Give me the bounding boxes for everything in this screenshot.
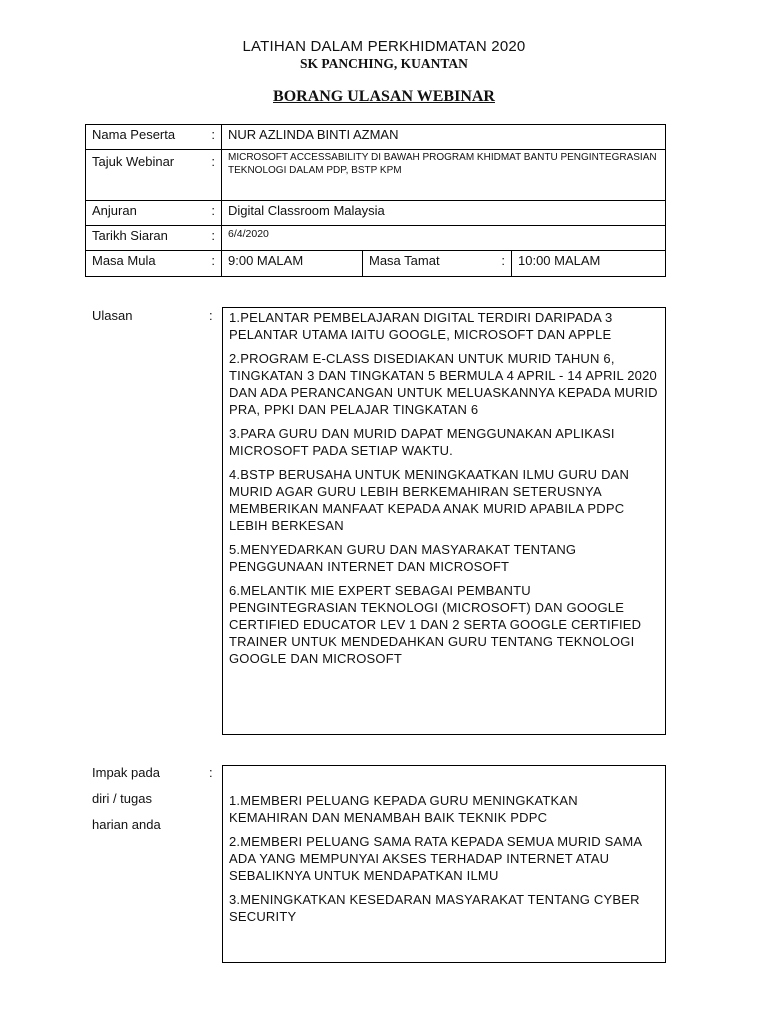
row-anjuran <box>86 201 666 226</box>
ulasan-item: 2.PROGRAM E-CLASS DISEDIAKAN UNTUK MURID TAHUN 6, TINGKATAN 3 DAN TINGKATAN 5 BERMULA 4 APRIL - 14 APRIL 2020 DAN ADA PERANCANGAN UNTUK MELUASKANNYA KEPADA MURID PRA, PPKI DAN PELAJAR TINGKATAN 6 <box>229 351 658 417</box>
row-tarikh <box>86 226 666 251</box>
info-table <box>85 124 666 277</box>
ulasan-item: 3.PARA GURU DAN MURID DAPAT MENGGUNAKAN APLIKASI MICROSOFT PADA SETIAP WAKTU. <box>229 426 615 458</box>
anjuran-value: Digital Classroom Malaysia <box>222 201 666 226</box>
colon: : <box>204 150 222 201</box>
colon: : <box>209 308 213 323</box>
tarikh-label: Tarikh Siaran <box>86 226 204 251</box>
tarikh-value: 6/4/2020 <box>222 226 666 251</box>
impak-item: 2.MEMBERI PELUANG SAMA RATA KEPADA SEMUA MURID SAMA ADA YANG MEMPUNYAI AKSES TERHADAP INTERNET ATAU SEBALIKNYA UNTUK MENDAPATKAN ILMU <box>229 834 642 883</box>
row-tajuk <box>86 150 666 201</box>
colon: : <box>204 125 222 150</box>
colon: : <box>204 251 222 277</box>
ulasan-item: 5.MENYEDARKAN GURU DAN MASYARAKAT TENTANG PENGGUNAAN INTERNET DAN MICROSOFT <box>229 542 577 574</box>
row-masa <box>86 251 666 277</box>
impak-item: 3.MENINGKATKAN KESEDARAN MASYARAKAT TENTANG CYBER SECURITY <box>229 892 640 924</box>
row-nama <box>86 125 666 150</box>
anjuran-label: Anjuran <box>86 201 204 226</box>
nama-value: NUR AZLINDA BINTI AZMAN <box>222 125 666 150</box>
tamat-label: Masa Tamat <box>363 251 495 277</box>
ulasan-label: Ulasan <box>92 308 133 323</box>
impak-label-line3: harian anda <box>92 817 161 832</box>
tajuk-value: MICROSOFT ACCESSABILITY DI BAWAH PROGRAM KHIDMAT BANTU PENGINTEGRASIAN TEKNOLOGI DALAM PDP, BSTP KPM <box>228 152 657 176</box>
header-school: SK PANCHING, KUANTAN <box>300 56 468 71</box>
tajuk-value-cell <box>222 150 666 201</box>
tamat-value: 10:00 MALAM <box>512 251 666 277</box>
mula-value: 9:00 MALAM <box>222 251 363 277</box>
ulasan-item: 1.PELANTAR PEMBELAJARAN DIGITAL TERDIRI DARIPADA 3 PELANTAR UTAMA IAITU GOOGLE, MICROSOFT DAN APPLE <box>229 310 613 342</box>
form-title <box>0 88 768 106</box>
form-title-text: BORANG ULASAN WEBINAR <box>273 88 495 105</box>
tajuk-label: Tajuk Webinar <box>86 150 204 201</box>
colon: : <box>209 765 213 780</box>
impak-label-line1: Impak pada <box>92 765 160 780</box>
ulasan-box <box>222 307 666 735</box>
ulasan-item: 6.MELANTIK MIE EXPERT SEBAGAI PEMBANTU PENGINTEGRASIAN TEKNOLOGI (MICROSOFT) DAN GOOGLE CERTIFIED EDUCATOR LEV 1 DAN 2 SERTA GOOGLE CERTIFIED TRAINER UNTUK MENDEDAHKAN GURU TENTANG TEKNOLOGI GOOGLE DAN MICROSOFT <box>229 583 642 666</box>
colon: : <box>495 251 512 277</box>
colon: : <box>204 201 222 226</box>
colon: : <box>204 226 222 251</box>
impak-item: 1.MEMBERI PELUANG KEPADA GURU MENINGKATKAN KEMAHIRAN DAN MENAMBAH BAIK TEKNIK PDPC <box>229 793 578 825</box>
impak-box <box>222 765 666 963</box>
header-line1: LATIHAN DALAM PERKHIDMATAN 2020 <box>242 38 526 55</box>
nama-label: Nama Peserta <box>86 125 204 150</box>
mula-label: Masa Mula <box>86 251 204 277</box>
impak-label-line2: diri / tugas <box>92 791 152 806</box>
ulasan-item: 4.BSTP BERUSAHA UNTUK MENINGKAATKAN ILMU GURU DAN MURID AGAR GURU LEBIH BERKEMAHIRAN SETERUSNYA MEMBERIKAN MANFAAT KEPADA ANAK MURID APABILA PDPC LEBIH BERKESAN <box>229 467 630 533</box>
